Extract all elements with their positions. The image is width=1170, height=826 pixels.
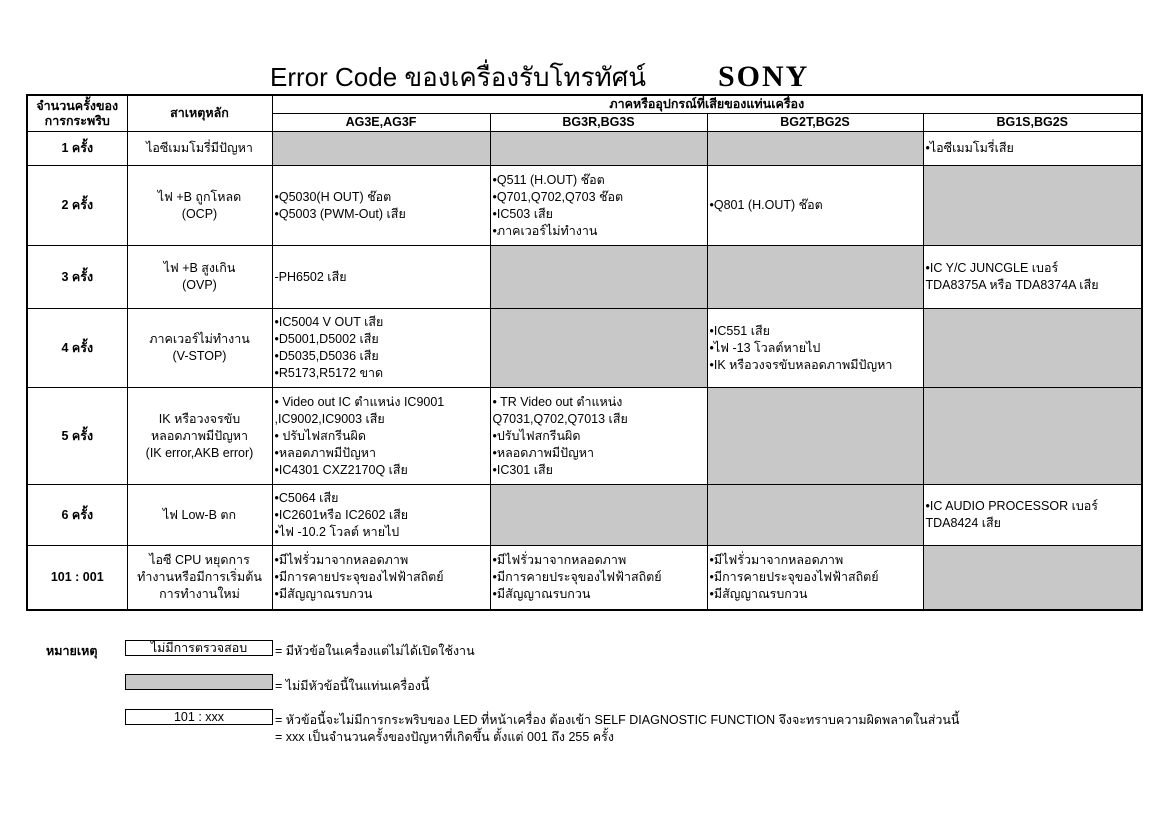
blink-count-cell: 5 ครั้ง: [27, 388, 127, 485]
not-applicable-cell: [490, 485, 707, 546]
model-header: AG3E,AG3F: [272, 114, 490, 132]
cause-line: ไฟ +B ถูกโหลด: [157, 189, 242, 204]
table-body: [27, 132, 1142, 610]
legend-desc-unchecked: = มีหัวข้อในเครื่องแต่ไม่ได้เปิดใช้งาน: [275, 644, 475, 658]
not-applicable-cell: [923, 546, 1142, 610]
cause-line: ไอซีเมมโมรี่มีปัญหา: [146, 141, 253, 155]
model-header: BG2T,BG2S: [707, 114, 923, 132]
faulty-part-cell: [490, 546, 707, 610]
main-cause-header: สาเหตุหลัก: [127, 95, 272, 132]
legend-desc-self-diagnostic: = หัวข้อนี้จะไม่มีการกระพริบของ LED ที่หน้าเครื่อง ต้องเข้า SELF DIAGNOSTIC FUNCTION จึงจะทราบความผิดพลาดในส่วนนี้: [275, 713, 960, 727]
faulty-part-line: •มีสัญญาณรบกวน: [274, 586, 373, 601]
faulty-part-cell: [272, 309, 490, 388]
faulty-part-line: TDA8424 เสีย: [925, 516, 1002, 530]
faulty-part-line: •ไฟ -10.2 โวลต์ หายไป: [274, 524, 400, 539]
faulty-part-cell: [923, 246, 1142, 309]
faulty-part-line: •IK หรือวงจรขับหลอดภาพมีปัญหา: [709, 357, 893, 372]
faulty-part-cell: [272, 485, 490, 546]
main-cause-cell: [127, 132, 272, 166]
faulty-part-line: •หลอดภาพมีปัญหา: [492, 445, 594, 460]
faulty-part-line: •D5001,D5002 เสีย: [274, 332, 379, 346]
faulty-part-line: •มีไฟรั่วมาจากหลอดภาพ: [709, 552, 844, 567]
faulty-part-line: •ไฟ -13 โวลต์หายไป: [709, 340, 821, 355]
main-cause-cell: [127, 309, 272, 388]
cause-line: ไอซี CPU หยุดการ: [149, 552, 250, 567]
faulty-part-cell: [707, 309, 923, 388]
cause-line: (IK error,AKB error): [145, 445, 254, 460]
legend-swatch-self-diagnostic: 101 : xxx: [125, 709, 273, 725]
faulty-part-line: •ปรับไฟสกรีนผิด: [492, 428, 581, 443]
faulty-part-line: •มีไฟรั่วมาจากหลอดภาพ: [492, 552, 627, 567]
faulty-part-cell: [272, 166, 490, 246]
faulty-part-line: •IC5004 V OUT เสีย: [274, 315, 384, 329]
table-row: [27, 546, 1142, 610]
table-row: [27, 485, 1142, 546]
faulty-part-cell: [707, 546, 923, 610]
cause-line: ไฟ +B สูงเกิน: [163, 261, 236, 275]
faulty-part-line: •ภาคเวอร์ไม่ทำงาน: [492, 223, 598, 238]
not-applicable-cell: [707, 246, 923, 309]
faulty-part-cell: [490, 388, 707, 485]
not-applicable-cell: [490, 309, 707, 388]
faulty-part-line: •IC2601หรือ IC2602 เสีย: [274, 507, 409, 522]
faulty-part-line: •มีไฟรั่วมาจากหลอดภาพ: [274, 552, 409, 567]
main-cause-cell: [127, 485, 272, 546]
cause-line: ทำงานหรือมีการเริ่มต้น: [137, 569, 262, 584]
faulty-part-cell: [490, 166, 707, 246]
main-cause-cell: [127, 246, 272, 309]
faulty-part-line: •Q511 (H.OUT) ช๊อต: [492, 172, 605, 187]
cause-line: การทำงานใหม่: [159, 586, 240, 601]
main-cause-cell: [127, 546, 272, 610]
faulty-part-line: •มีการคายประจุของไฟฟ้าสถิตย์: [492, 569, 662, 584]
not-applicable-cell: [923, 388, 1142, 485]
faulty-part-line: •มีสัญญาณรบกวน: [492, 586, 591, 601]
blink-count-header: จำนวนครั้งของการกระพริบ: [27, 95, 127, 132]
model-header: BG3R,BG3S: [490, 114, 707, 132]
cause-line: ภาคเวอร์ไม่ทำงาน: [149, 332, 250, 346]
main-cause-cell: [127, 166, 272, 246]
faulty-part-group-header: ภาคหรืออุปกรณ์ที่เสียของแท่นเครื่อง: [272, 95, 1142, 114]
faulty-part-line: •IC551 เสีย: [709, 323, 770, 338]
not-applicable-cell: [490, 246, 707, 309]
not-applicable-cell: [707, 388, 923, 485]
faulty-part-line: ,IC9002,IC9003 เสีย: [274, 411, 385, 426]
not-applicable-cell: [707, 485, 923, 546]
faulty-part-line: Q7031,Q702,Q7013 เสีย: [492, 411, 628, 426]
blink-count-cell: 101 : 001: [27, 546, 127, 610]
cause-line: หลอดภาพมีปัญหา: [150, 428, 249, 443]
faulty-part-cell: [272, 388, 490, 485]
blink-count-cell: 2 ครั้ง: [27, 166, 127, 246]
not-applicable-cell: [272, 132, 490, 166]
blink-count-cell: 4 ครั้ง: [27, 309, 127, 388]
faulty-part-cell: [923, 485, 1142, 546]
faulty-part-line: •IC AUDIO PROCESSOR เบอร์: [925, 499, 1098, 513]
faulty-part-line: •IC Y/C JUNCGLE เบอร์: [925, 261, 1059, 275]
faulty-part-line: •Q801 (H.OUT) ช๊อต: [709, 198, 823, 212]
faulty-part-cell: [923, 132, 1142, 166]
faulty-part-cell: [707, 166, 923, 246]
faulty-part-line: •IC503 เสีย: [492, 206, 553, 221]
not-applicable-cell: [490, 132, 707, 166]
faulty-part-line: • Video out IC ตำแหน่ง IC9001: [274, 394, 445, 409]
faulty-part-line: • TR Video out ตำแหน่ง: [492, 394, 623, 409]
faulty-part-line: •R5173,R5172 ขาด: [274, 366, 384, 380]
table-row: [27, 132, 1142, 166]
error-code-table: [26, 94, 1143, 611]
legend-desc-not-applicable: = ไม่มีหัวข้อนี้ในแท่นเครื่องนี้: [275, 679, 430, 693]
faulty-part-line: •Q5003 (PWM-Out) เสีย: [274, 206, 406, 221]
faulty-part-line: •หลอดภาพมีปัญหา: [274, 445, 376, 460]
faulty-part-line: •D5035,D5036 เสีย: [274, 349, 379, 363]
faulty-part-line: •IC301 เสีย: [492, 462, 553, 477]
table-row: [27, 309, 1142, 388]
faulty-part-line: •Q5030(H OUT) ช๊อต: [274, 189, 392, 204]
model-header: BG1S,BG2S: [923, 114, 1142, 132]
blink-count-cell: 6 ครั้ง: [27, 485, 127, 546]
faulty-part-line: •ไอซีเมมโมรี่เสีย: [925, 141, 1014, 155]
faulty-part-line: •IC4301 CXZ2170Q เสีย: [274, 462, 408, 477]
cause-line: IK หรือวงจรขับ: [158, 411, 241, 426]
brand-logo: SONY: [718, 60, 810, 93]
blink-count-cell: 3 ครั้ง: [27, 246, 127, 309]
faulty-part-cell: [272, 246, 490, 309]
faulty-part-line: •Q701,Q702,Q703 ช๊อต: [492, 189, 624, 204]
legend-title: หมายเหตุ: [46, 644, 98, 658]
faulty-part-line: •มีการคายประจุของไฟฟ้าสถิตย์: [709, 569, 879, 584]
not-applicable-cell: [923, 166, 1142, 246]
cause-line: (OCP): [181, 206, 218, 221]
page-title: Error Code ของเครื่องรับโทรทัศน์: [270, 62, 646, 92]
not-applicable-cell: [923, 309, 1142, 388]
legend-desc-self-diagnostic-range: = xxx เป็นจำนวนครั้งของปัญหาที่เกิดขึ้น ตั้งแต่ 001 ถึง 255 ครั้ง: [275, 730, 614, 744]
faulty-part-line: TDA8375A หรือ TDA8374A เสีย: [925, 278, 1099, 292]
cause-line: ไฟ Low-B ตก: [162, 507, 237, 522]
main-cause-cell: [127, 388, 272, 485]
faulty-part-line: •C5064 เสีย: [274, 490, 339, 505]
faulty-part-cell: [272, 546, 490, 610]
table-row: [27, 388, 1142, 485]
blink-count-cell: 1 ครั้ง: [27, 132, 127, 166]
cause-line: (V-STOP): [172, 349, 227, 363]
not-applicable-cell: [707, 132, 923, 166]
table-row: [27, 246, 1142, 309]
cause-line: (OVP): [182, 278, 217, 292]
legend-swatch-not-applicable: [125, 674, 273, 690]
faulty-part-line: •มีสัญญาณรบกวน: [709, 586, 808, 601]
faulty-part-line: -PH6502 เสีย: [274, 269, 347, 284]
faulty-part-line: • ปรับไฟสกรีนผิด: [274, 428, 366, 443]
legend-swatch-unchecked: ไม่มีการตรวจสอบ: [125, 640, 273, 656]
faulty-part-line: •มีการคายประจุของไฟฟ้าสถิตย์: [274, 569, 444, 584]
table-row: [27, 166, 1142, 246]
